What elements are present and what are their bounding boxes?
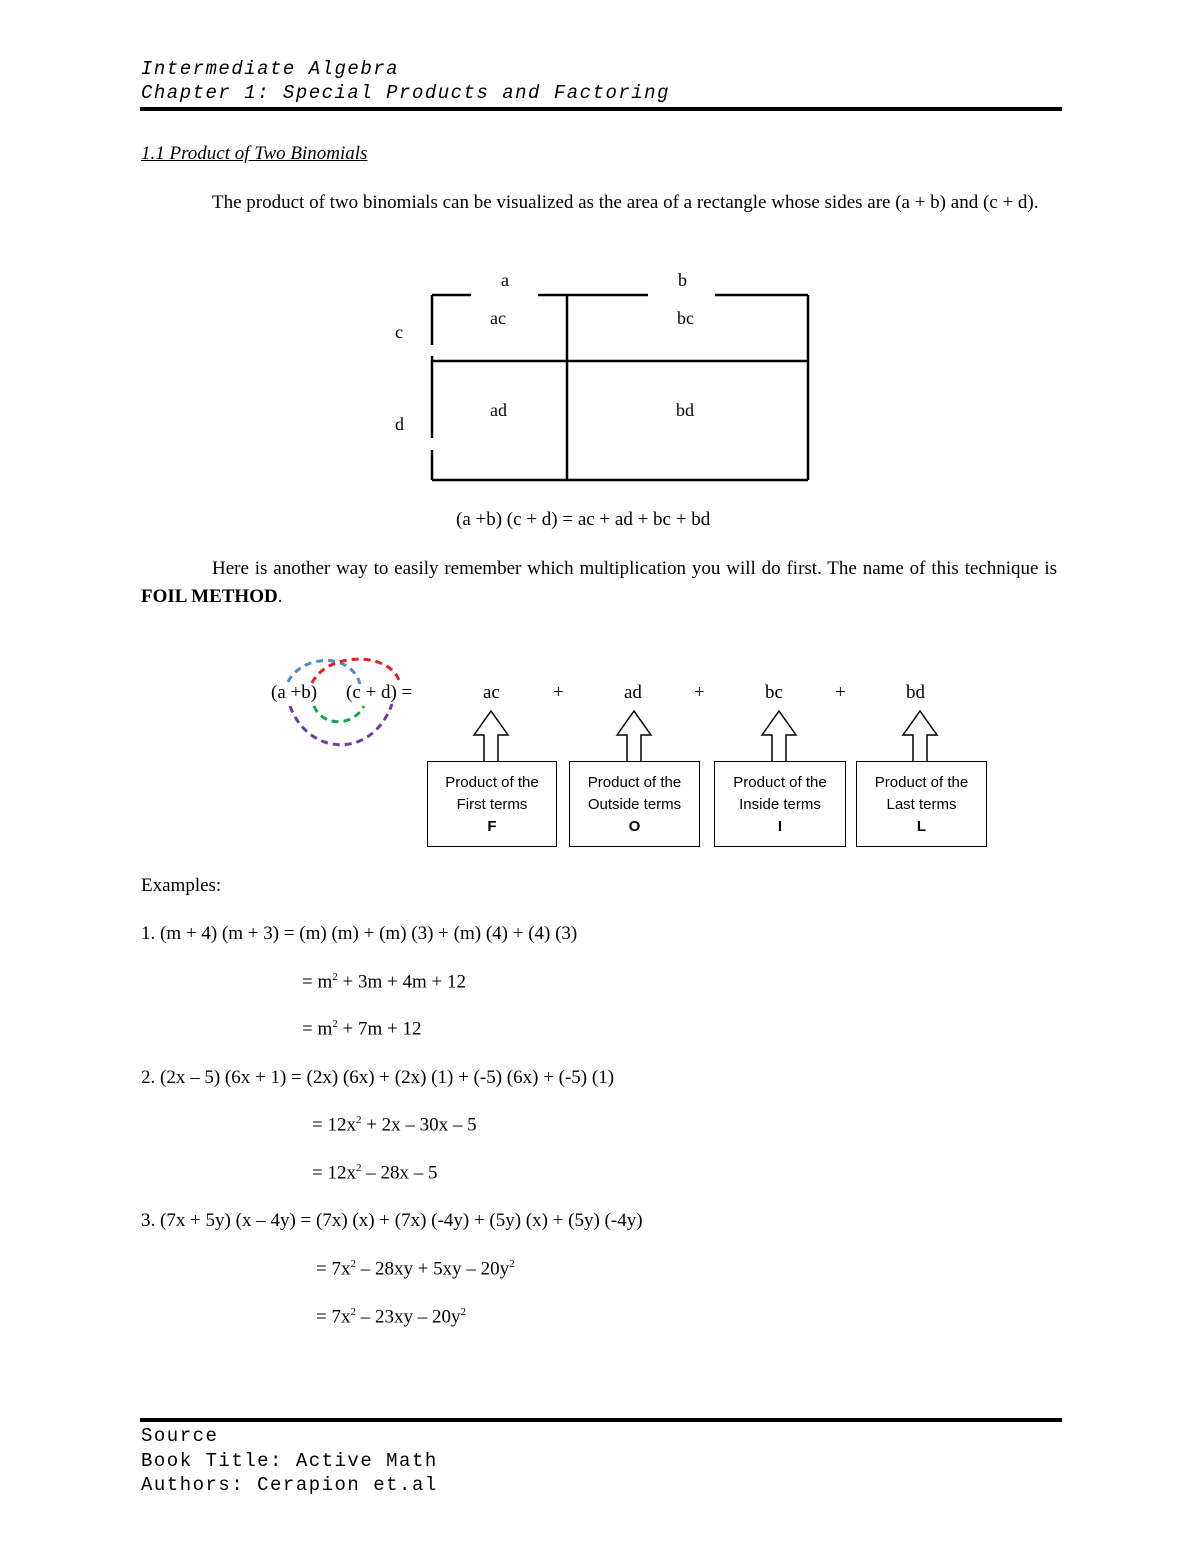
section-title: 1.1 Product of Two Binomials	[141, 143, 368, 164]
foil-method-term: FOIL METHOD	[141, 586, 278, 607]
foil-box-outside: Product of the Outside terms O	[569, 761, 700, 847]
foil-binomial-1: (a +b)	[271, 682, 318, 703]
example-2-line-2: = $12x^2 + 2x - 30x - 5$	[312, 1114, 477, 1136]
foil-box-last: Product of the Last terms L	[856, 761, 987, 847]
arrow-up-icon	[617, 711, 651, 762]
foil-intro-paragraph: Here is another way to easily remember which multiplication you will do first. The name of this technique is FOIL METHOD.	[141, 558, 1057, 607]
example-3-line-1: 3. (7x + 5y) (x – 4y) = (7x) (x) + (7x) (-4y) + (5y) (x) + (5y) (-4y)	[141, 1210, 643, 1231]
cell-ac: ac	[490, 308, 506, 328]
foil-binomial-2: (c + d) =	[346, 682, 413, 703]
example-1-line-1: 1. (m + 4) (m + 3) = (m) (m) + (m) (3) + (m) (4) + (4) (3)	[141, 923, 578, 944]
examples-label: Examples:	[141, 875, 222, 896]
top-label-b: b	[678, 270, 687, 290]
example-3-line-2: = $7x^2 - 28xy + 5xy - 20y^2$	[316, 1258, 515, 1280]
cell-bc: bc	[677, 308, 694, 328]
foil-term-bc: bc	[765, 682, 783, 703]
example-1-line-2: = $m^2 + 3m + 4m + 12$	[302, 971, 466, 993]
footer-book-title: Book Title: Active Math	[141, 1450, 438, 1472]
example-1-line-3: = $m^2 + 7m + 12$	[302, 1018, 422, 1040]
header-title: Intermediate Algebra	[141, 58, 400, 80]
area-equation: (a +b) (c + d) = ac + ad + bc + bd	[456, 509, 711, 530]
side-label-c: c	[395, 322, 403, 342]
intro-paragraph: The product of two binomials can be visualized as the area of a rectangle whose sides are (a + b) and (c + d).	[212, 192, 1039, 213]
arrow-up-icon	[474, 711, 508, 762]
example-3-line-3: = $7x^2 - 23xy - 20y^2$	[316, 1306, 466, 1328]
side-label-d: d	[395, 414, 404, 434]
foil-plus-2: +	[694, 682, 705, 703]
header-chapter: Chapter 1: Special Products and Factoring	[141, 82, 670, 104]
footer-rule	[140, 1418, 1062, 1422]
arrow-up-icon	[903, 711, 937, 762]
footer-source: Source	[141, 1425, 219, 1447]
cell-bd: bd	[676, 400, 694, 420]
foil-term-ad: ad	[624, 682, 642, 703]
arrow-up-icon	[762, 711, 796, 762]
top-label-a: a	[501, 270, 509, 290]
footer-authors: Authors: Cerapion et.al	[141, 1474, 438, 1496]
cell-ad: ad	[490, 400, 507, 420]
example-2-line-3: = $12x^2 - 28x - 5$	[312, 1162, 438, 1184]
foil-plus-3: +	[835, 682, 846, 703]
foil-term-bd: bd	[906, 682, 925, 703]
example-2-line-1: 2. (2x – 5) (6x + 1) = (2x) (6x) + (2x) (1) + (-5) (6x) + (-5) (1)	[141, 1067, 615, 1088]
foil-term-ac: ac	[483, 682, 500, 703]
foil-plus-1: +	[553, 682, 564, 703]
foil-box-first: Product of the First terms F	[427, 761, 557, 847]
foil-box-inside: Product of the Inside terms I	[714, 761, 846, 847]
